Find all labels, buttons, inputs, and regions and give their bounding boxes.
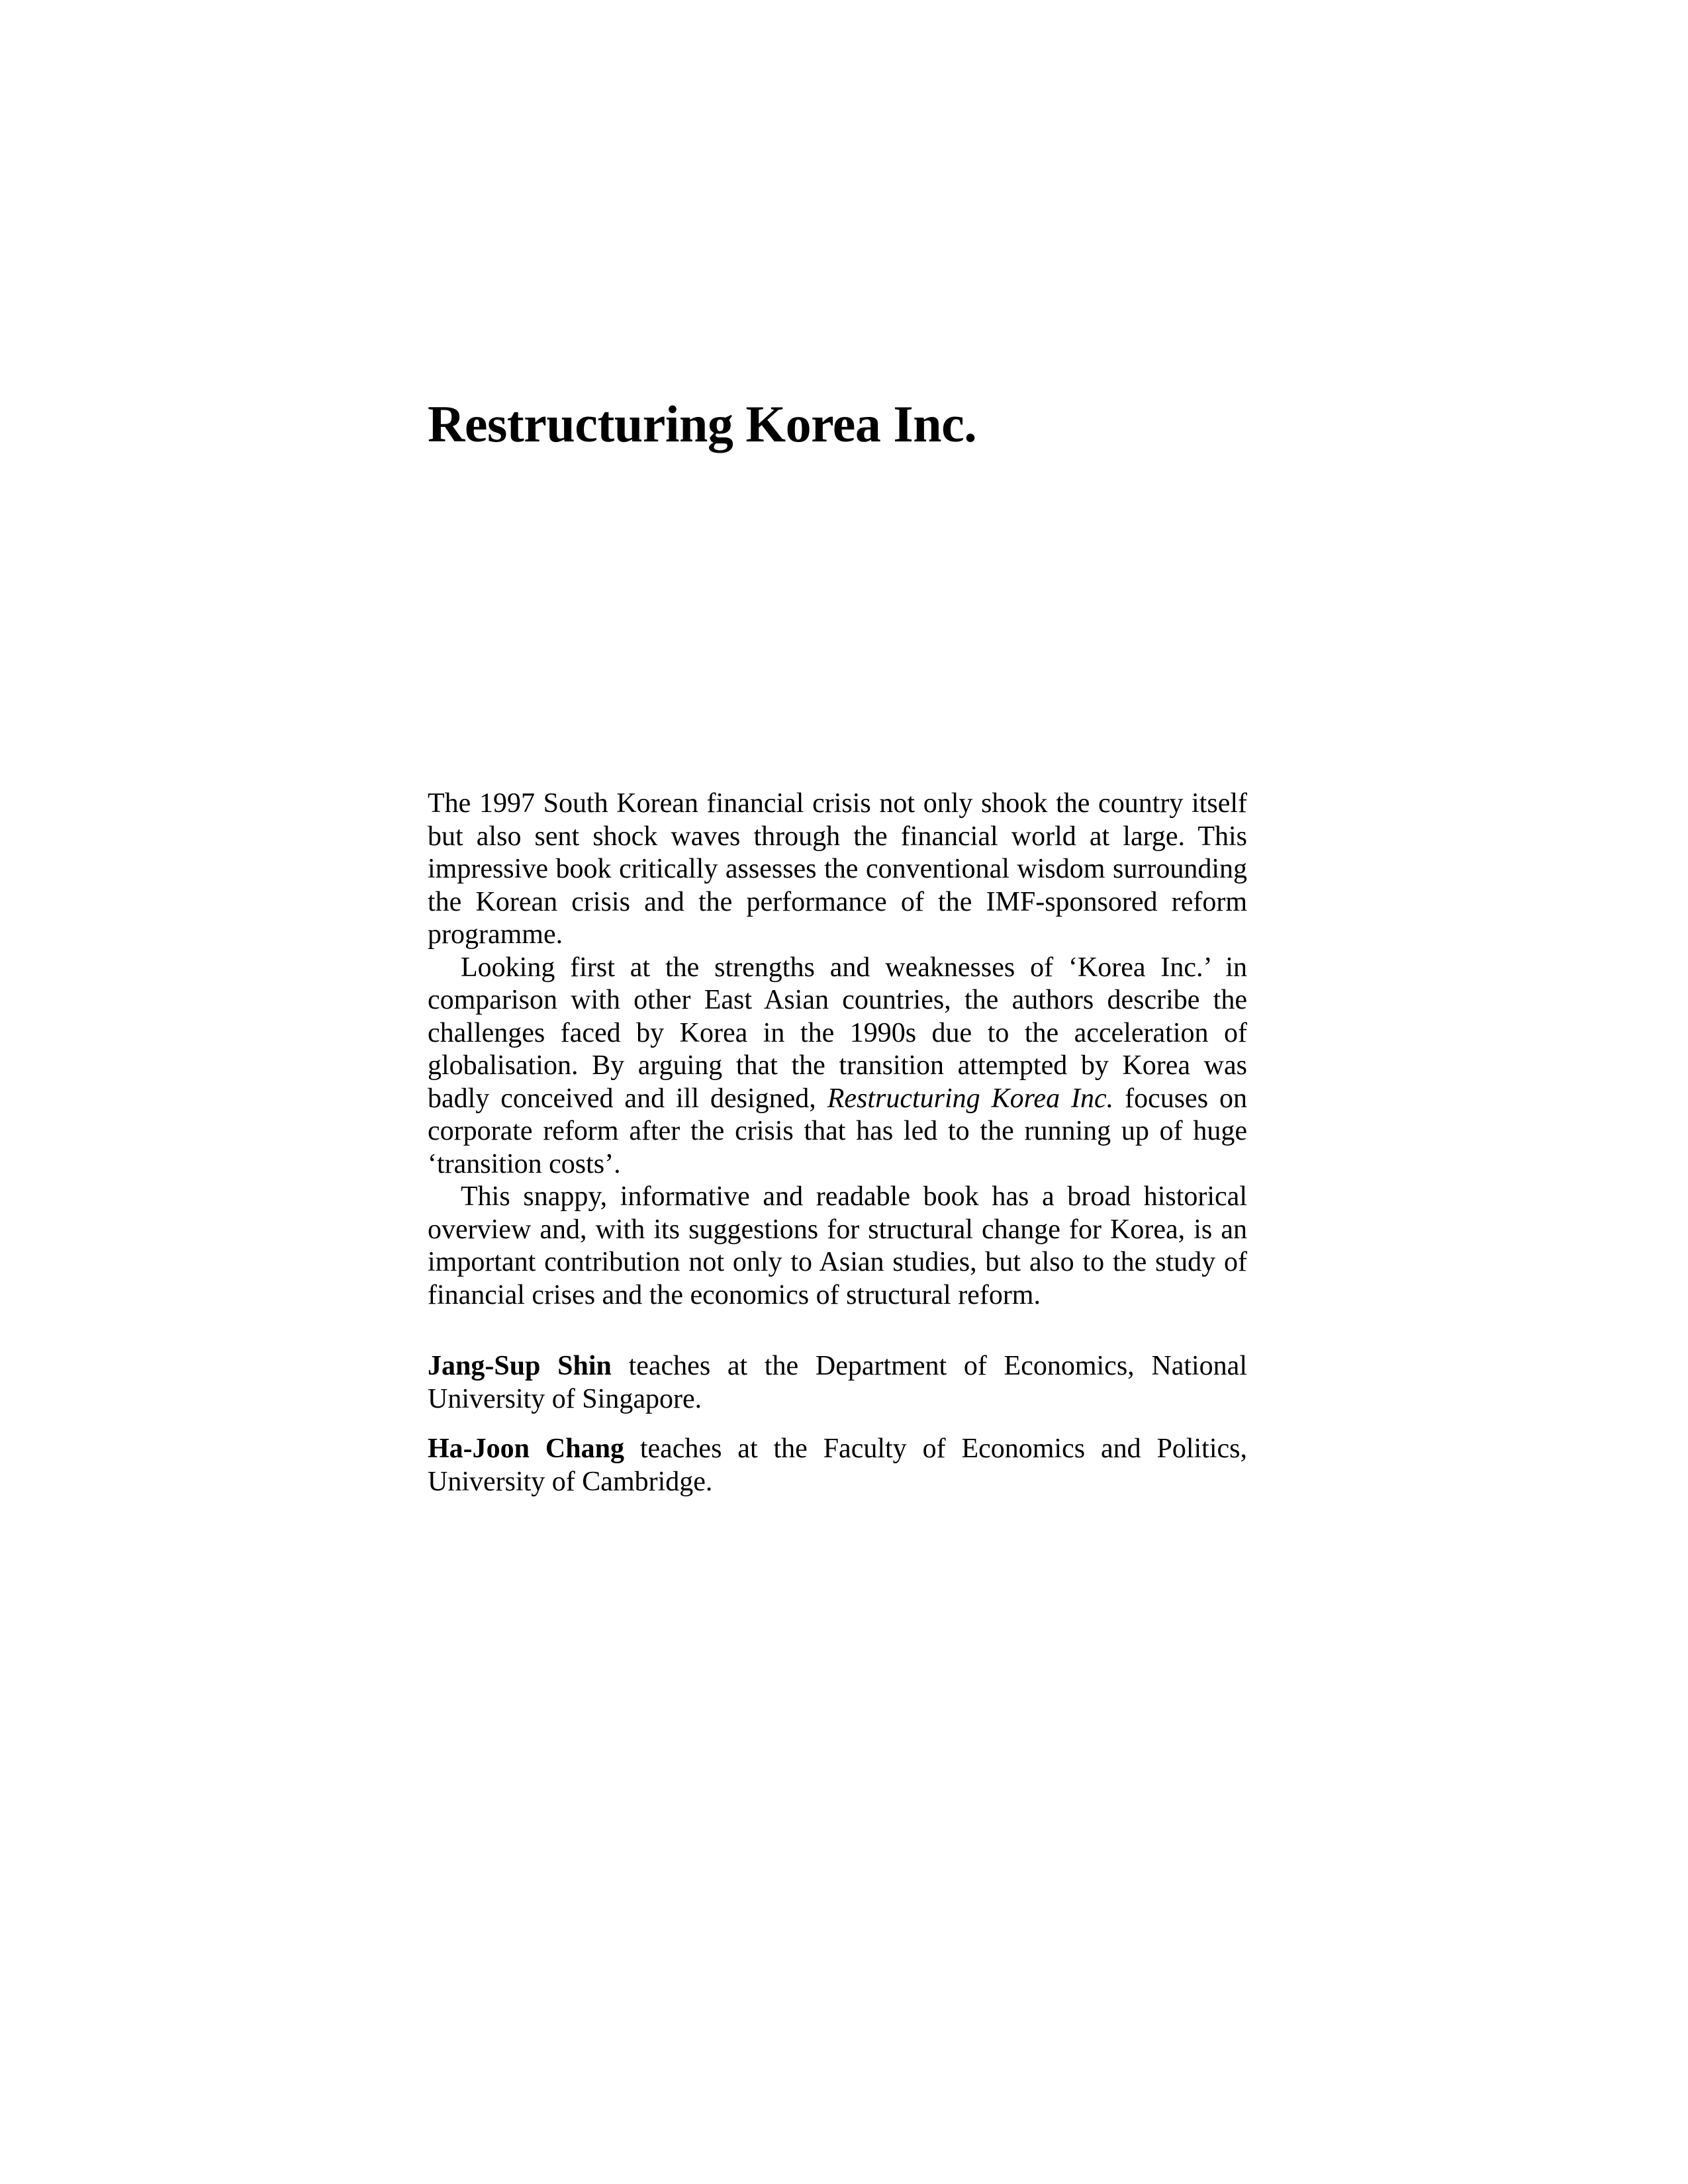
- book-description: [428, 788, 1247, 1312]
- author-bio-text-1: teaches at the Department of Economics, National University of Singapore.: [428, 1351, 1247, 1414]
- description-paragraph-1: [428, 788, 1247, 952]
- description-paragraph-2-text-before: Looking first at the strengths and weaknesses of ‘Korea Inc.’ in comparison with other East Asian countries, the authors describe the challenges faced by Korea in the 1990s due to the acceleration of globalisation. By arguing that the transition attempted by Korea was badly conceived and ill designed,: [428, 952, 1247, 1114]
- description-paragraph-1-text: The 1997 South Korean financial crisis not only shook the country itself but also sent shock waves through the financial world at large. This impressive book critically assesses the conventional wisdom surrounding the Korean crisis and the performance of the IMF-sponsored reform programme.: [428, 788, 1247, 950]
- description-paragraph-3-text: This snappy, informative and readable book has a broad historical overview and, with its suggestions for structural change for Korea, is an important contribution not only to Asian studies, but also to the study of financial crises and the economics of structural reform.: [428, 1181, 1247, 1310]
- description-paragraph-2: [428, 952, 1247, 1181]
- description-paragraph-3: [428, 1181, 1247, 1312]
- description-paragraph-2-book-title: Restructuring Korea Inc.: [827, 1083, 1114, 1114]
- author-name-2: Ha-Joon Chang: [428, 1433, 624, 1464]
- description-paragraph-2-text-after: focuses on corporate reform after the crisis that has led to the running up of huge ‘transition costs’.: [428, 1083, 1247, 1179]
- author-bio-1: [428, 1350, 1247, 1416]
- author-bios: [428, 1350, 1247, 1516]
- book-title: Restructuring Korea Inc.: [428, 395, 977, 453]
- author-bio-2: [428, 1433, 1247, 1498]
- author-bio-text-2: teaches at the Faculty of Economics and Politics, University of Cambridge.: [428, 1433, 1248, 1497]
- author-name-1: Jang-Sup Shin: [428, 1351, 612, 1381]
